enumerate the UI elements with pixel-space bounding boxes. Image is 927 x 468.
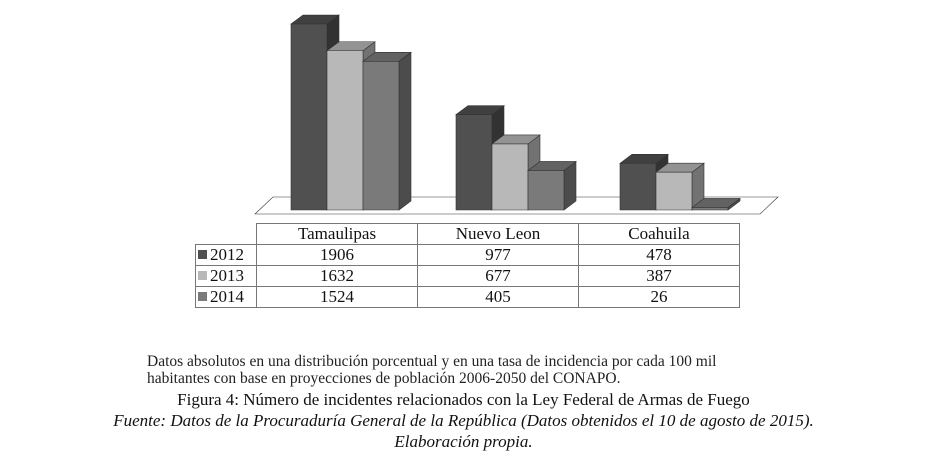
legend-swatch-2012	[198, 250, 207, 259]
legend-swatch-2013	[198, 271, 207, 280]
legend-swatch-2014	[198, 292, 207, 301]
table-header-nuevo-leon: Nuevo Leon	[418, 224, 579, 245]
bar-front	[620, 163, 656, 210]
table-header-coahuila: Coahuila	[579, 224, 740, 245]
bar-front	[456, 115, 492, 210]
series-label-2013	[196, 266, 257, 287]
figure-title: Figura 4: Número de incidentes relacionados con la Ley Federal de Armas de Fuego	[177, 390, 750, 409]
series-name: 2013	[210, 266, 244, 285]
bar-nuevo-leon-2014	[528, 161, 576, 210]
bar-coahuila-2013	[656, 163, 704, 210]
figure-source: Fuente: Datos de la Procuraduría General de la República (Datos obtenidos el 10 de agosto de 2015).	[113, 411, 814, 430]
bar-front	[492, 144, 528, 210]
note-line-2: habitantes con base en proyecciones de población 2006-2050 del CONAPO.	[147, 370, 621, 387]
table-cell: 478	[579, 245, 740, 266]
table-cell: 1632	[257, 266, 418, 287]
bar-tamaulipas-2014	[363, 52, 411, 210]
table-header-tamaulipas: Tamaulipas	[257, 224, 418, 245]
table-header-row	[196, 224, 740, 245]
bar-side	[399, 52, 411, 210]
series-name: 2012	[210, 245, 244, 264]
data-table	[195, 223, 740, 308]
series-label-2012	[196, 245, 257, 266]
table-corner	[196, 224, 257, 245]
bar-front	[656, 172, 692, 210]
table-row	[196, 245, 740, 266]
table-cell: 1524	[257, 287, 418, 308]
series-name: 2014	[210, 287, 244, 306]
table-row	[196, 287, 740, 308]
table-cell: 977	[418, 245, 579, 266]
bar-front	[692, 207, 728, 210]
table-cell: 405	[418, 287, 579, 308]
table-cell: 1906	[257, 245, 418, 266]
bar-front	[327, 51, 363, 210]
bar-front	[291, 24, 327, 210]
table-cell: 677	[418, 266, 579, 287]
table-cell: 26	[579, 287, 740, 308]
table-cell: 387	[579, 266, 740, 287]
figure-source-note: Elaboración propia.	[394, 432, 533, 451]
note-line-1: Datos absolutos en una distribución porcentual y en una tasa de incidencia por cada 100 mil	[147, 353, 717, 370]
table-row	[196, 266, 740, 287]
bar-front	[528, 170, 564, 210]
bar-front	[363, 61, 399, 210]
series-label-2014	[196, 287, 257, 308]
